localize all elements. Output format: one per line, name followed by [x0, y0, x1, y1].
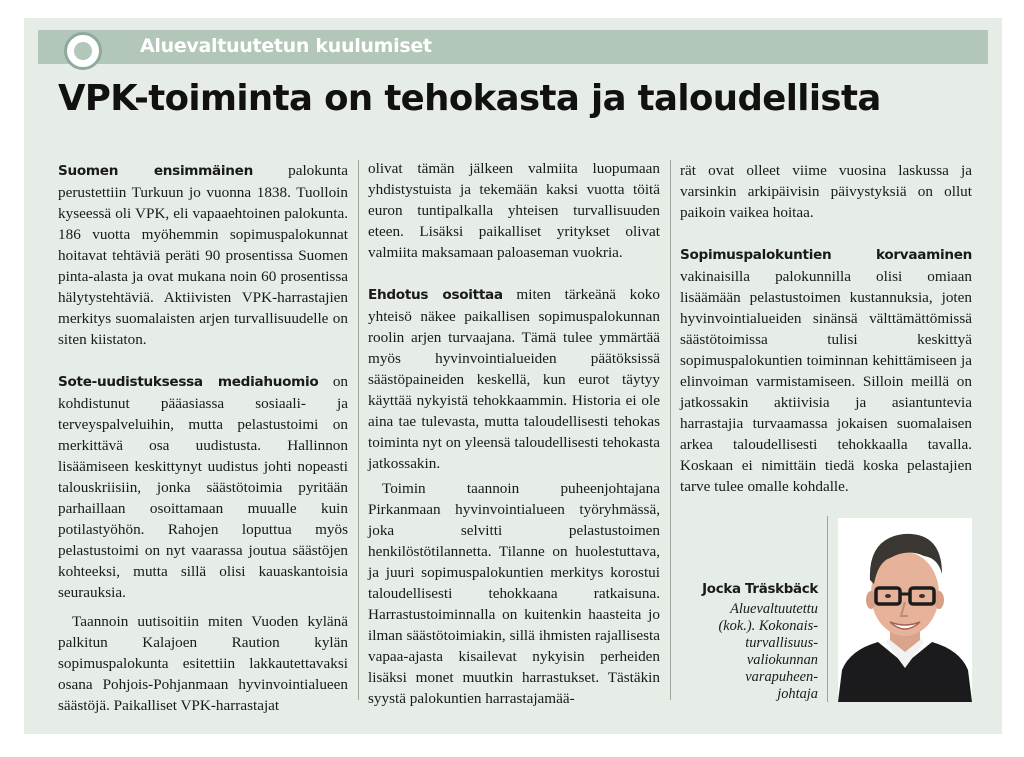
author-byline: [680, 580, 818, 703]
author-role-line: turvallisuus-: [745, 635, 818, 651]
photo-divider: [827, 516, 828, 702]
article-headline: VPK-toiminta on tehokasta ja taloudellista: [58, 78, 881, 119]
paragraph: Toimin taannoin puheenjohtajana Pirkanmaan hyvinvointialueen työryhmässä, joka selvitti pelastustoimen henkilöstötilannetta. Tilanne on huolestuttava, ja juuri sopimuspalokuntien merkitys korostui taloudellisesti tehokkaana ratkaisuna. Harrastustoiminnalla on kuitenkin haasteita jo ilman säästötoimiakin, sillä ihmisten rajallisesta vapaa-ajasta kisailevat nykyisin perheiden lisäksi monet muutkin harrastukset. Tästäkin syystä palokuntien harrastajamää-: [368, 480, 660, 707]
paragraph-lead-in: Sote-uudistuksessa mediahuomio: [58, 374, 319, 390]
paragraph-text: miten tärkeänä koko yhteisö näkee paikallisen sopimuspalokunnan roolin arjen turvaajana. Tämä tulee ymmärtää myös hyvinvointialueiden päätöksissä säästöpaineiden keskellä, kun eurot täytyy käyttää nykyistä tehokkaammin. Historia ei ole aina tae tulevasta, mutta taloudellisesti tehokas toiminta nyt on yleensä taloudellisesti tehokasta jatkossakin.: [368, 286, 660, 472]
section-header-bar: [38, 30, 988, 64]
paragraph: olivat tämän jälkeen valmiita luopumaan yhdistystuista ja tekemään kaksi vuotta töitä euron tuntipalkalla yhteisen turvallisuuden eteen. Lisäksi paikalliset yritykset olivat valmiita maksamaan paloaseman vuokria.: [368, 160, 660, 261]
paragraph-lead-in: Ehdotus osoittaa: [368, 287, 503, 303]
section-circle-icon: [64, 32, 102, 70]
author-role: [680, 601, 818, 703]
author-role-line: varapuheen-: [745, 669, 818, 685]
author-name: Jocka Träskbäck: [702, 582, 818, 597]
article-column-3: [680, 160, 972, 497]
author-role-line: valiokunnan: [746, 652, 818, 668]
paragraph-lead-in: Suomen ensimmäinen: [58, 163, 253, 179]
paragraph: [58, 160, 348, 350]
article-column-2: [368, 158, 660, 709]
column-divider: [358, 160, 359, 700]
paragraph: [58, 371, 348, 603]
paragraph: [680, 244, 972, 497]
author-portrait-icon: [838, 518, 972, 702]
paragraph: [368, 284, 660, 474]
paragraph-text: palokunta perustettiin Turkuun jo vuonna 1838. Tuolloin kyseessä oli VPK, eli vapaaehtoinen palokunta. 186 vuotta myöhemmin sopimuspalokunnat hoitavat tehtäviä peräti 90 prosentissa Suomen pinta-alasta ja ovat mukana noin 60 prosentissa hälytystehtäviä. Aktiivisten VPK-harrastajien merkitys suomalaisten arjen turvallisuudelle on siten kiistaton.: [58, 162, 348, 348]
paragraph: rät ovat olleet viime vuosina laskussa ja varsinkin arkipäivisin päivystyksiä on ollut paikoin vaikea hoitaa.: [680, 162, 972, 221]
column-divider: [670, 160, 671, 700]
portrait-illustration: [838, 518, 972, 702]
paragraph: Taannoin uutisoitiin miten Vuoden kylänä palkitun Kalajoen Raution kylän sopimuspalokunta esitettiin lakkautettavaksi osana Pohjois-Pohjanmaan hyvinvointialueen säästöjä. Paikalliset VPK-harrastajat: [58, 613, 348, 714]
article-column-1: [58, 160, 348, 716]
author-role-line: (kok.). Kokonais-: [718, 618, 818, 634]
paragraph-text: on kohdistunut pääasiassa sosiaali- ja terveyspalveluihin, mutta pelastustoimi on merkittävä osa uudistusta. Hallinnon lisäämiseen keskittynyt uudistus johti nopeasti talouskriisiin, jonka säästötoimia pyritään parhaillaan osoittamaan muualle kuin potilastyöhön. Rahojen loputtua myös pelastustoimi on nyt vaarassa joutua säästöjen kohteeksi, mutta sillä olisi kauaskantoisia seurauksia.: [58, 373, 349, 601]
author-role-line: Aluevaltuutettu: [730, 601, 818, 617]
paragraph-lead-in: Sopimuspalokuntien korvaaminen: [680, 247, 972, 263]
paragraph-text: vakinaisilla palokunnilla olisi omiaan lisäämään pelastustoimen kustannuksia, joten hyvinvointialueiden sinänsä välttämättömissä säästötoimissa tulisi keskittyä sopimuspalokuntien toiminnan kehittämiseen ja elinvoiman varmistamiseen. Silloin meillä on jatkossakin aktiivisia ja asiantuntevia harrastajia turvaamassa jokaisen suomalaisen arkea taloudellisesti tehokkaalla tavalla. Koskaan ei nimittäin tiedä koska pelastajien tarve tulee omalle kohdalle.: [680, 268, 972, 495]
section-title: Aluevaltuutetun kuulumiset: [140, 35, 432, 57]
author-role-line: johtaja: [777, 686, 818, 702]
